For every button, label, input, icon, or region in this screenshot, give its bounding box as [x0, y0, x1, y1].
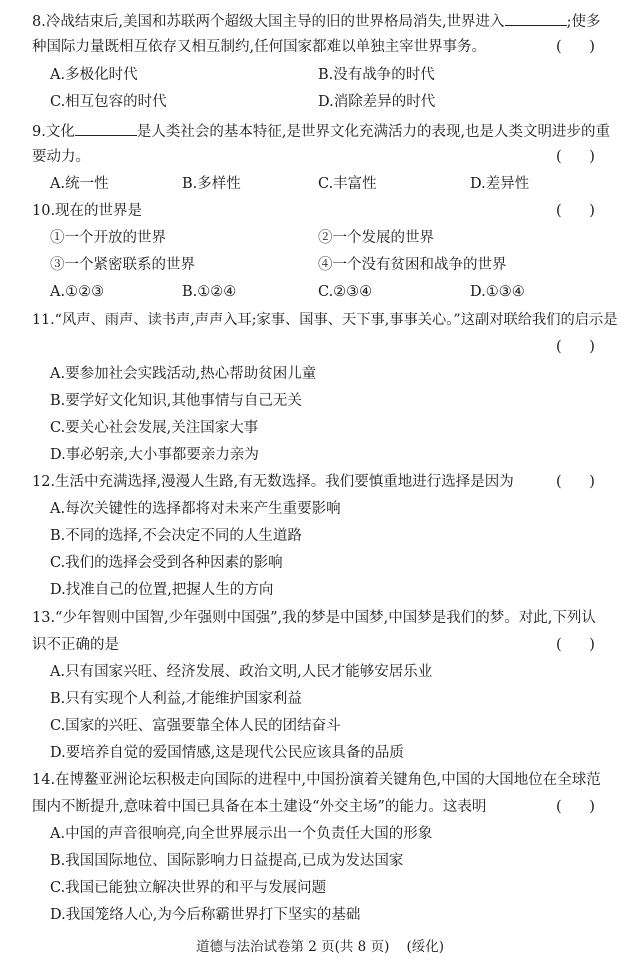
question-14-stem-line2 — [32, 795, 626, 819]
question-13-option-b — [50, 687, 626, 711]
option-c: C.丰富性 — [318, 176, 377, 192]
question-12-option-b — [50, 524, 626, 548]
question-stem-text: 14.在博鳌亚洲论坛积极走向国际的进程中,中国扮演着关键角色,中国的大国地位在全球范 — [32, 772, 601, 788]
answer-parentheses: ( ) — [556, 637, 595, 653]
answer-parentheses: ( ) — [556, 39, 595, 55]
question-9-stem — [32, 117, 626, 141]
option-b: B.没有战争的时代 — [318, 67, 435, 83]
option-a: A.只有国家兴旺、经济发展、政治文明,人民才能够安居乐业 — [50, 664, 433, 680]
question-9-options-row — [50, 172, 626, 196]
option-a: A.要参加社会实践活动,热心帮助贫困儿童 — [50, 366, 317, 382]
option-a: A.①②③ — [50, 284, 105, 300]
question-stem-text: 11.“风声、雨声、读书声,声声入耳;家事、国事、天下事,事事关心。”这副对联给我们的启示是 — [32, 312, 618, 328]
question-stem-text: 13.“少年智则中国智,少年强则中国强”,我的梦是中国梦,中国梦是我们的梦。对此,下列认 — [32, 610, 596, 626]
question-stem-text: 要动力。 — [32, 149, 90, 165]
question-12-option-c — [50, 551, 626, 575]
question-14-option-d — [50, 903, 626, 927]
question-10-options-row — [50, 280, 626, 304]
question-14-option-b — [50, 849, 626, 873]
question-stem-text: 12.生活中充满选择,漫漫人生路,有无数选择。我们要慎重地进行选择是因为 — [32, 474, 514, 490]
question-11-option-d — [50, 443, 626, 467]
option-c: C.我国已能独立解决世界的和平与发展问题 — [50, 880, 327, 896]
question-stem-text: 9.文化 — [32, 124, 75, 140]
question-13-stem-line2 — [32, 633, 626, 657]
question-stem-text: 是人类社会的基本特征,是世界文化充满活力的表现,也是人类文明进步的重 — [136, 124, 611, 140]
question-10-stem — [32, 199, 626, 223]
answer-parentheses: ( ) — [556, 474, 595, 490]
question-10-statements-row — [50, 253, 626, 277]
option-b: B.①②④ — [182, 284, 237, 300]
option-b: B.我国国际地位、国际影响力日益提高,已成为发达国家 — [50, 853, 404, 869]
option-b: B.不同的选择,不会决定不同的人生道路 — [50, 528, 302, 544]
option-d: D.找准自己的位置,把握人生的方向 — [50, 582, 274, 598]
question-11-option-b — [50, 389, 626, 413]
option-a: A.统一性 — [50, 176, 109, 192]
question-13-option-d — [50, 741, 626, 765]
question-12-stem — [32, 470, 626, 494]
question-9-stem-line2 — [32, 145, 626, 169]
option-c: C.要关心社会发展,关注国家大事 — [50, 420, 259, 436]
answer-parentheses: ( ) — [556, 149, 595, 165]
option-b: B.多样性 — [182, 176, 241, 192]
option-a: A.中国的声音很响亮,向全世界展示出一个负责任大国的形象 — [50, 826, 433, 842]
question-stem-text: 识不正确的是 — [32, 637, 119, 653]
question-stem-text: ;使多 — [566, 14, 601, 30]
option-c: C.②③④ — [318, 284, 373, 300]
statement-2: ②一个发展的世界 — [318, 230, 434, 246]
question-11-option-c — [50, 416, 626, 440]
page-footer: 道德与法治试卷第 2 页(共 8 页) (绥化) — [195, 939, 445, 955]
answer-blank — [75, 117, 137, 136]
question-14-option-c — [50, 876, 626, 900]
option-a: A.每次关键性的选择都将对未来产生重要影响 — [50, 501, 341, 517]
question-14-option-a — [50, 822, 626, 846]
question-10-statements-row — [50, 226, 626, 250]
option-d: D.事必躬亲,大小事都要亲力亲为 — [50, 447, 259, 463]
statement-3: ③一个紧密联系的世界 — [50, 257, 195, 273]
question-8-stem-line2 — [32, 35, 626, 59]
option-a: A.多极化时代 — [50, 67, 138, 83]
option-d: D.要培养自觉的爱国情感,这是现代公民应该具备的品质 — [50, 745, 404, 761]
statement-1: ①一个开放的世界 — [50, 230, 166, 246]
option-b: B.要学好文化知识,其他事情与自己无关 — [50, 393, 302, 409]
question-12-option-d — [50, 578, 626, 602]
question-8-stem — [32, 7, 626, 31]
option-c: C.相互包容的时代 — [50, 94, 167, 110]
question-13-option-a — [50, 660, 626, 684]
question-8-options-row — [50, 63, 626, 87]
question-14-stem — [32, 768, 626, 792]
option-d: D.差异性 — [470, 176, 530, 192]
question-13-stem — [32, 606, 626, 630]
question-13-option-c — [50, 714, 626, 738]
option-d: D.消除差异的时代 — [318, 94, 436, 110]
question-stem-text: 种国际力量既相互依存又相互制约,任何国家都难以单独主宰世界事务。 — [32, 39, 487, 55]
option-c: C.我们的选择会受到各种因素的影响 — [50, 555, 283, 571]
answer-parentheses: ( ) — [556, 339, 595, 355]
option-c: C.国家的兴旺、富强要靠全体人民的团结奋斗 — [50, 718, 341, 734]
option-b: B.只有实现个人利益,才能维护国家利益 — [50, 691, 302, 707]
question-12-option-a — [50, 497, 626, 521]
question-stem-text: 8.冷战结束后,美国和苏联两个超级大国主导的旧的世界格局消失,世界进入 — [32, 14, 505, 30]
answer-blank — [505, 7, 567, 26]
question-stem-text: 10.现在的世界是 — [32, 203, 143, 219]
question-11-stem — [32, 308, 626, 332]
question-stem-text: 围内不断提升,意味着中国已具备在本土建设“外交主场”的能力。这表明 — [32, 799, 487, 815]
question-8-options-row — [50, 90, 626, 114]
option-d: D.我国笼络人心,为今后称霸世界打下坚实的基础 — [50, 907, 361, 923]
question-11-paren-line — [32, 335, 626, 359]
question-11-option-a — [50, 362, 626, 386]
statement-4: ④一个没有贫困和战争的世界 — [318, 257, 507, 273]
answer-parentheses: ( ) — [556, 799, 595, 815]
option-d: D.①③④ — [470, 284, 525, 300]
answer-parentheses: ( ) — [556, 203, 595, 219]
